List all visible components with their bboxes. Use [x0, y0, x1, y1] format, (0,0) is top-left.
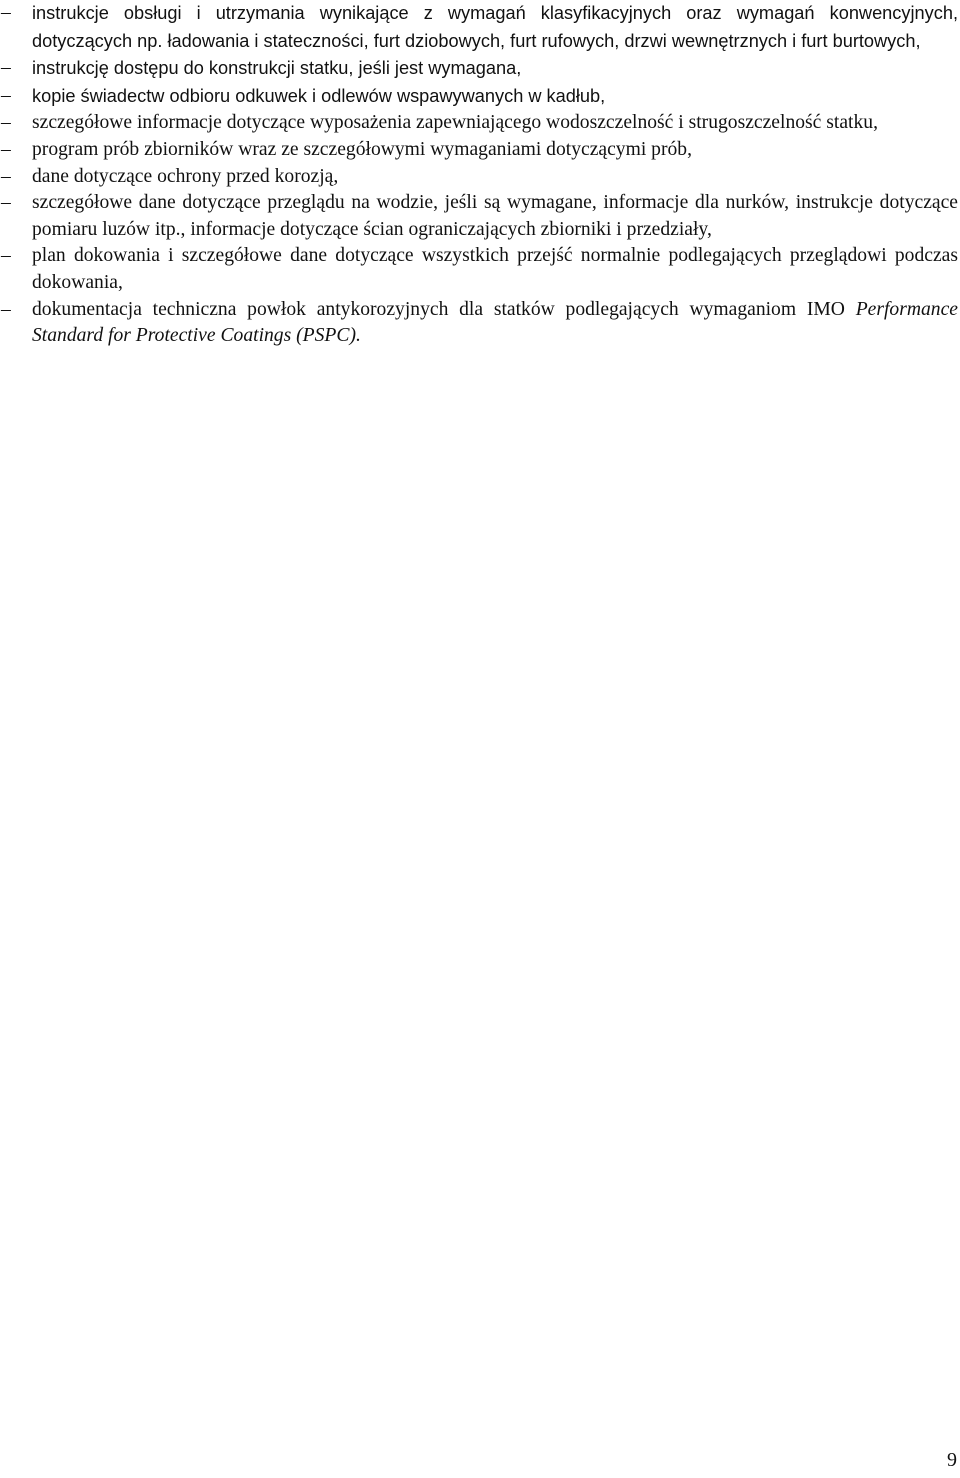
dash-bullet-icon	[1, 243, 23, 270]
dash-bullet-icon	[1, 55, 23, 82]
list-item-italic-text: Performance Standard for Protective Coatings (PSPC).	[32, 298, 958, 347]
dash-bullet-icon	[1, 164, 23, 191]
list-item	[0, 243, 958, 296]
dash-bullet-icon	[1, 110, 23, 137]
list-item-text: instrukcję dostępu do konstrukcji statku, jeśli jest wymagana,	[32, 58, 522, 79]
list-item	[0, 297, 958, 350]
dash-bullet-icon	[1, 297, 23, 324]
list-item-text: dane dotyczące ochrony przed korozją,	[32, 165, 339, 187]
list-item	[0, 55, 958, 83]
dash-bullet-icon	[1, 190, 23, 217]
list-item-text: program prób zbiorników wraz ze szczegółowymi wymaganiami dotyczącymi prób,	[32, 138, 692, 160]
dash-bullet-icon	[1, 83, 23, 110]
list-item-text: szczegółowe informacje dotyczące wyposażenia zapewniającego wodoszczelność i strugoszczelność statku,	[32, 112, 878, 134]
dash-bullet-icon	[1, 137, 23, 164]
list-item	[0, 110, 958, 137]
list-item-text: kopie świadectw odbioru odkuwek i odlewów wspawywanych w kadłub,	[32, 85, 606, 106]
list-item-text: szczegółowe dane dotyczące przeglądu na wodzie, jeśli są wymagane, informacje dla nurków, instrukcje dotyczące pomiaru luzów itp., informacje dotyczące ścian ograniczających zbiorniki i przedziały,	[32, 192, 958, 240]
list-item	[0, 190, 958, 243]
page-number: 9	[947, 1449, 957, 1471]
dash-bullet-icon	[1, 0, 23, 27]
bullet-list	[0, 0, 958, 350]
list-item	[0, 0, 958, 55]
list-item	[0, 83, 958, 111]
list-item-text: plan dokowania i szczegółowe dane dotyczące wszystkich przejść normalnie podlegających przeglądowi podczas dokowania,	[32, 245, 958, 293]
list-item	[0, 164, 958, 191]
list-item-text: instrukcje obsługi i utrzymania wynikające z wymagań klasyfikacyjnych oraz wymagań konwencyjnych, dotyczących np. ładowania i stateczności, furt dziobowych, furt rufowych, drzwi wewnętrznych i furt burtowych,	[32, 3, 958, 51]
list-item-text: dokumentacja techniczna powłok antykorozyjnych dla statków podlegających wymaganiom IMO	[32, 298, 856, 320]
list-item	[0, 137, 958, 164]
